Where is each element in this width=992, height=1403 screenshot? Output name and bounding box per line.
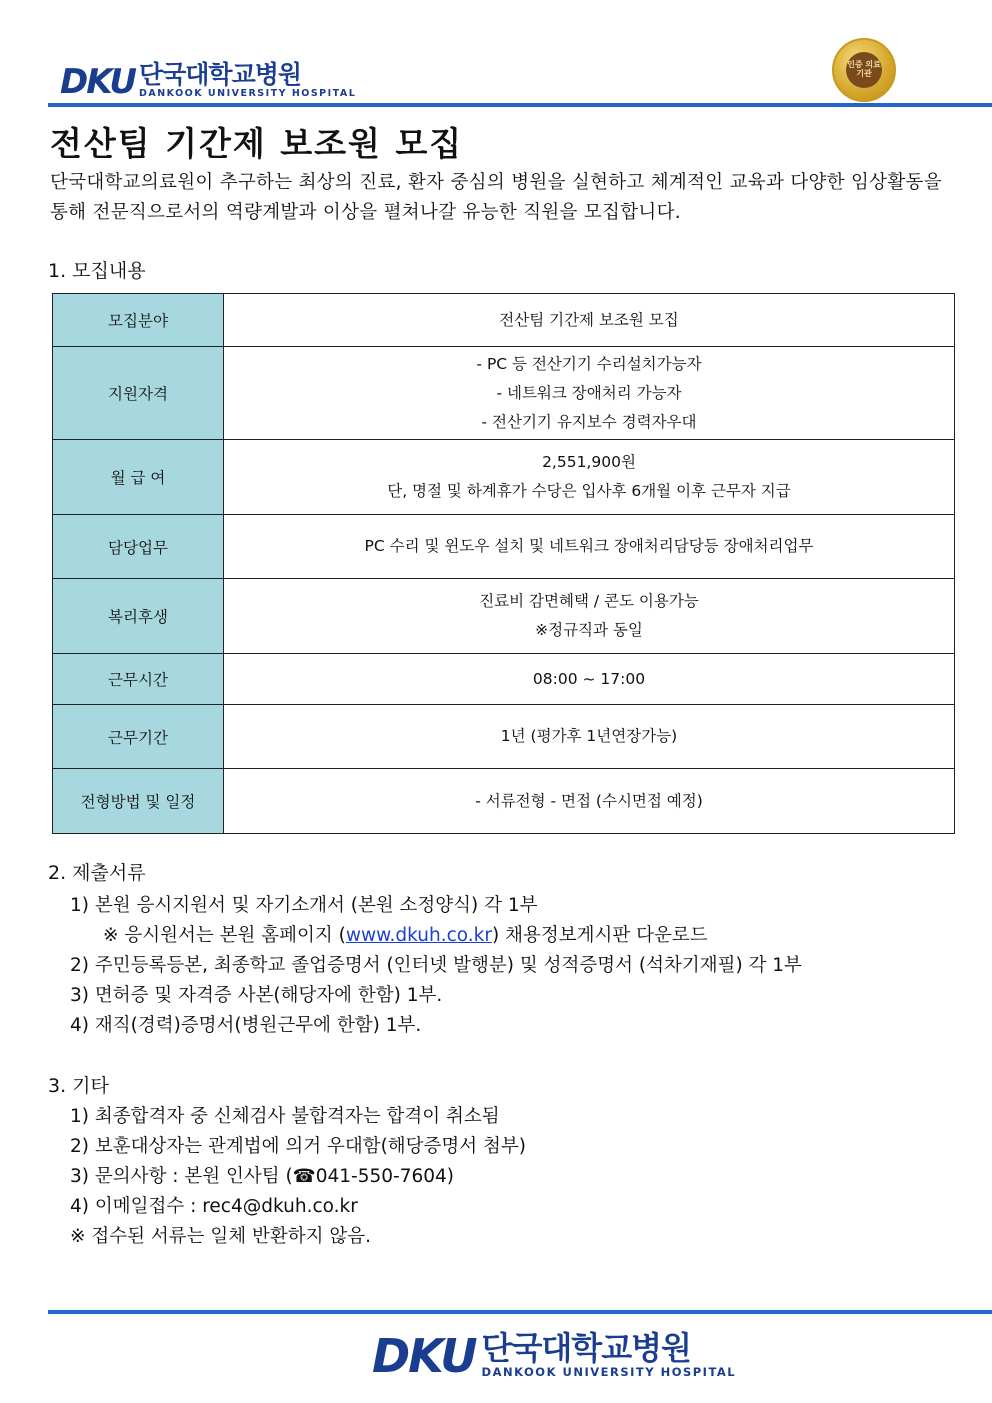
row-value xyxy=(224,579,955,654)
table-row xyxy=(53,769,955,834)
header-logo xyxy=(60,60,357,102)
row-value-line: - 네트워크 장애처리 가능자 xyxy=(496,383,682,402)
row-value-line: 전산팀 기간제 보조원 모집 xyxy=(499,310,679,329)
homepage-link[interactable]: www.dkuh.co.kr xyxy=(345,925,492,946)
logo-english-name: DANKOOK UNIVERSITY HOSPITAL xyxy=(138,88,357,99)
row-value-line: ※정규직과 동일 xyxy=(535,621,643,639)
row-label: 근무시간 xyxy=(53,654,224,705)
row-label: 모집분야 xyxy=(53,294,224,347)
footer-logo xyxy=(372,1328,737,1383)
row-value-line: 08:00 ~ 17:00 xyxy=(532,669,646,688)
header-rule xyxy=(48,103,992,107)
row-label: 지원자격 xyxy=(53,347,224,440)
row-value-line: 2,551,900원 xyxy=(542,453,636,471)
row-label: 담당업무 xyxy=(53,515,224,579)
list-item: 1) 최종합격자 중 신체검사 불합격자는 합격이 취소됨 xyxy=(70,1106,500,1127)
table-row xyxy=(53,347,955,440)
row-label: 전형방법 및 일정 xyxy=(53,769,224,834)
page-title: 전산팀 기간제 보조원 모집 xyxy=(50,124,464,163)
logo-korean-name: 단국대학교병원 xyxy=(138,60,302,89)
row-value-line: 1년 (평가후 1년연장가능) xyxy=(500,727,678,745)
section3-heading: 3. 기타 xyxy=(48,1075,109,1097)
row-value xyxy=(224,294,955,347)
list-item: 4) 이메일접수 : rec4@dkuh.co.kr xyxy=(70,1196,358,1217)
list-item: 3) 문의사항 : 본원 인사팀 (☎041-550-7604) xyxy=(70,1166,454,1187)
row-value xyxy=(224,515,955,579)
badge-label: 인증 의료기관 xyxy=(846,52,882,88)
list-item-note xyxy=(70,921,802,951)
table-row xyxy=(53,705,955,769)
list-item: 1) 본원 응시지원서 및 자기소개서 (본원 소정양식) 각 1부 xyxy=(70,895,538,916)
row-value-line: - PC 등 전산기기 수리설치가능자 xyxy=(476,354,702,373)
note-prefix: ※ 응시원서는 본원 홈페이지 ( xyxy=(103,925,346,946)
dku-logo-mark: DKU xyxy=(60,61,135,102)
note-suffix: ) 채용정보게시판 다운로드 xyxy=(492,925,708,946)
row-label: 근무기간 xyxy=(53,705,224,769)
footer-rule xyxy=(48,1310,992,1314)
list-item: 4) 재직(경력)증명서(병원근무에 한함) 1부. xyxy=(70,1015,422,1036)
row-value-line: 단, 명절 및 하계휴가 수당은 입사후 6개월 이후 근무자 지급 xyxy=(387,482,791,500)
row-label: 복리후생 xyxy=(53,579,224,654)
table-row xyxy=(53,440,955,515)
list-item-note: ※ 접수된 서류는 일체 반환하지 않음. xyxy=(70,1226,371,1247)
table-row xyxy=(53,579,955,654)
intro-paragraph: 단국대학교의료원이 추구하는 최상의 진료, 환자 중심의 병원을 실현하고 체계적인 교육과 다양한 임상활동을 통해 전문직으로서의 역량계발과 이상을 펼쳐나갈 유능한 직원을 모집합니다. xyxy=(50,172,942,223)
logo-english-name: DANKOOK UNIVERSITY HOSPITAL xyxy=(481,1365,737,1379)
row-value xyxy=(224,440,955,515)
table-row xyxy=(53,654,955,705)
row-value-line: PC 수리 및 윈도우 설치 및 네트워크 장애처리담당등 장애처리업무 xyxy=(364,537,814,555)
row-label: 월 급 여 xyxy=(53,440,224,515)
row-value xyxy=(224,705,955,769)
row-value-line: - 전산기기 유지보수 경력자우대 xyxy=(481,412,697,431)
documents-list xyxy=(70,891,802,1041)
row-value-line: - 서류전형 - 면접 (수시면접 예정) xyxy=(475,791,703,810)
row-value xyxy=(224,769,955,834)
table-row xyxy=(53,515,955,579)
row-value xyxy=(224,347,955,440)
dku-logo-mark: DKU xyxy=(372,1328,476,1383)
section1-heading: 1. 모집내용 xyxy=(48,260,146,282)
etc-list xyxy=(70,1102,526,1252)
row-value-line: 진료비 감면혜택 / 콘도 이용가능 xyxy=(479,592,699,610)
list-item: 3) 면허증 및 자격증 사본(해당자에 한함) 1부. xyxy=(70,985,443,1006)
recruitment-table xyxy=(52,293,955,834)
list-item: 2) 주민등록등본, 최종학교 졸업증명서 (인터넷 발행분) 및 성적증명서 (석차기재필) 각 1부 xyxy=(70,955,802,976)
section2-heading: 2. 제출서류 xyxy=(48,862,146,884)
list-item: 2) 보훈대상자는 관계법에 의거 우대함(해당증명서 첨부) xyxy=(70,1136,526,1157)
table-row xyxy=(53,294,955,347)
logo-korean-name: 단국대학교병원 xyxy=(481,1329,691,1367)
certification-badge xyxy=(832,38,896,102)
row-value xyxy=(224,654,955,705)
